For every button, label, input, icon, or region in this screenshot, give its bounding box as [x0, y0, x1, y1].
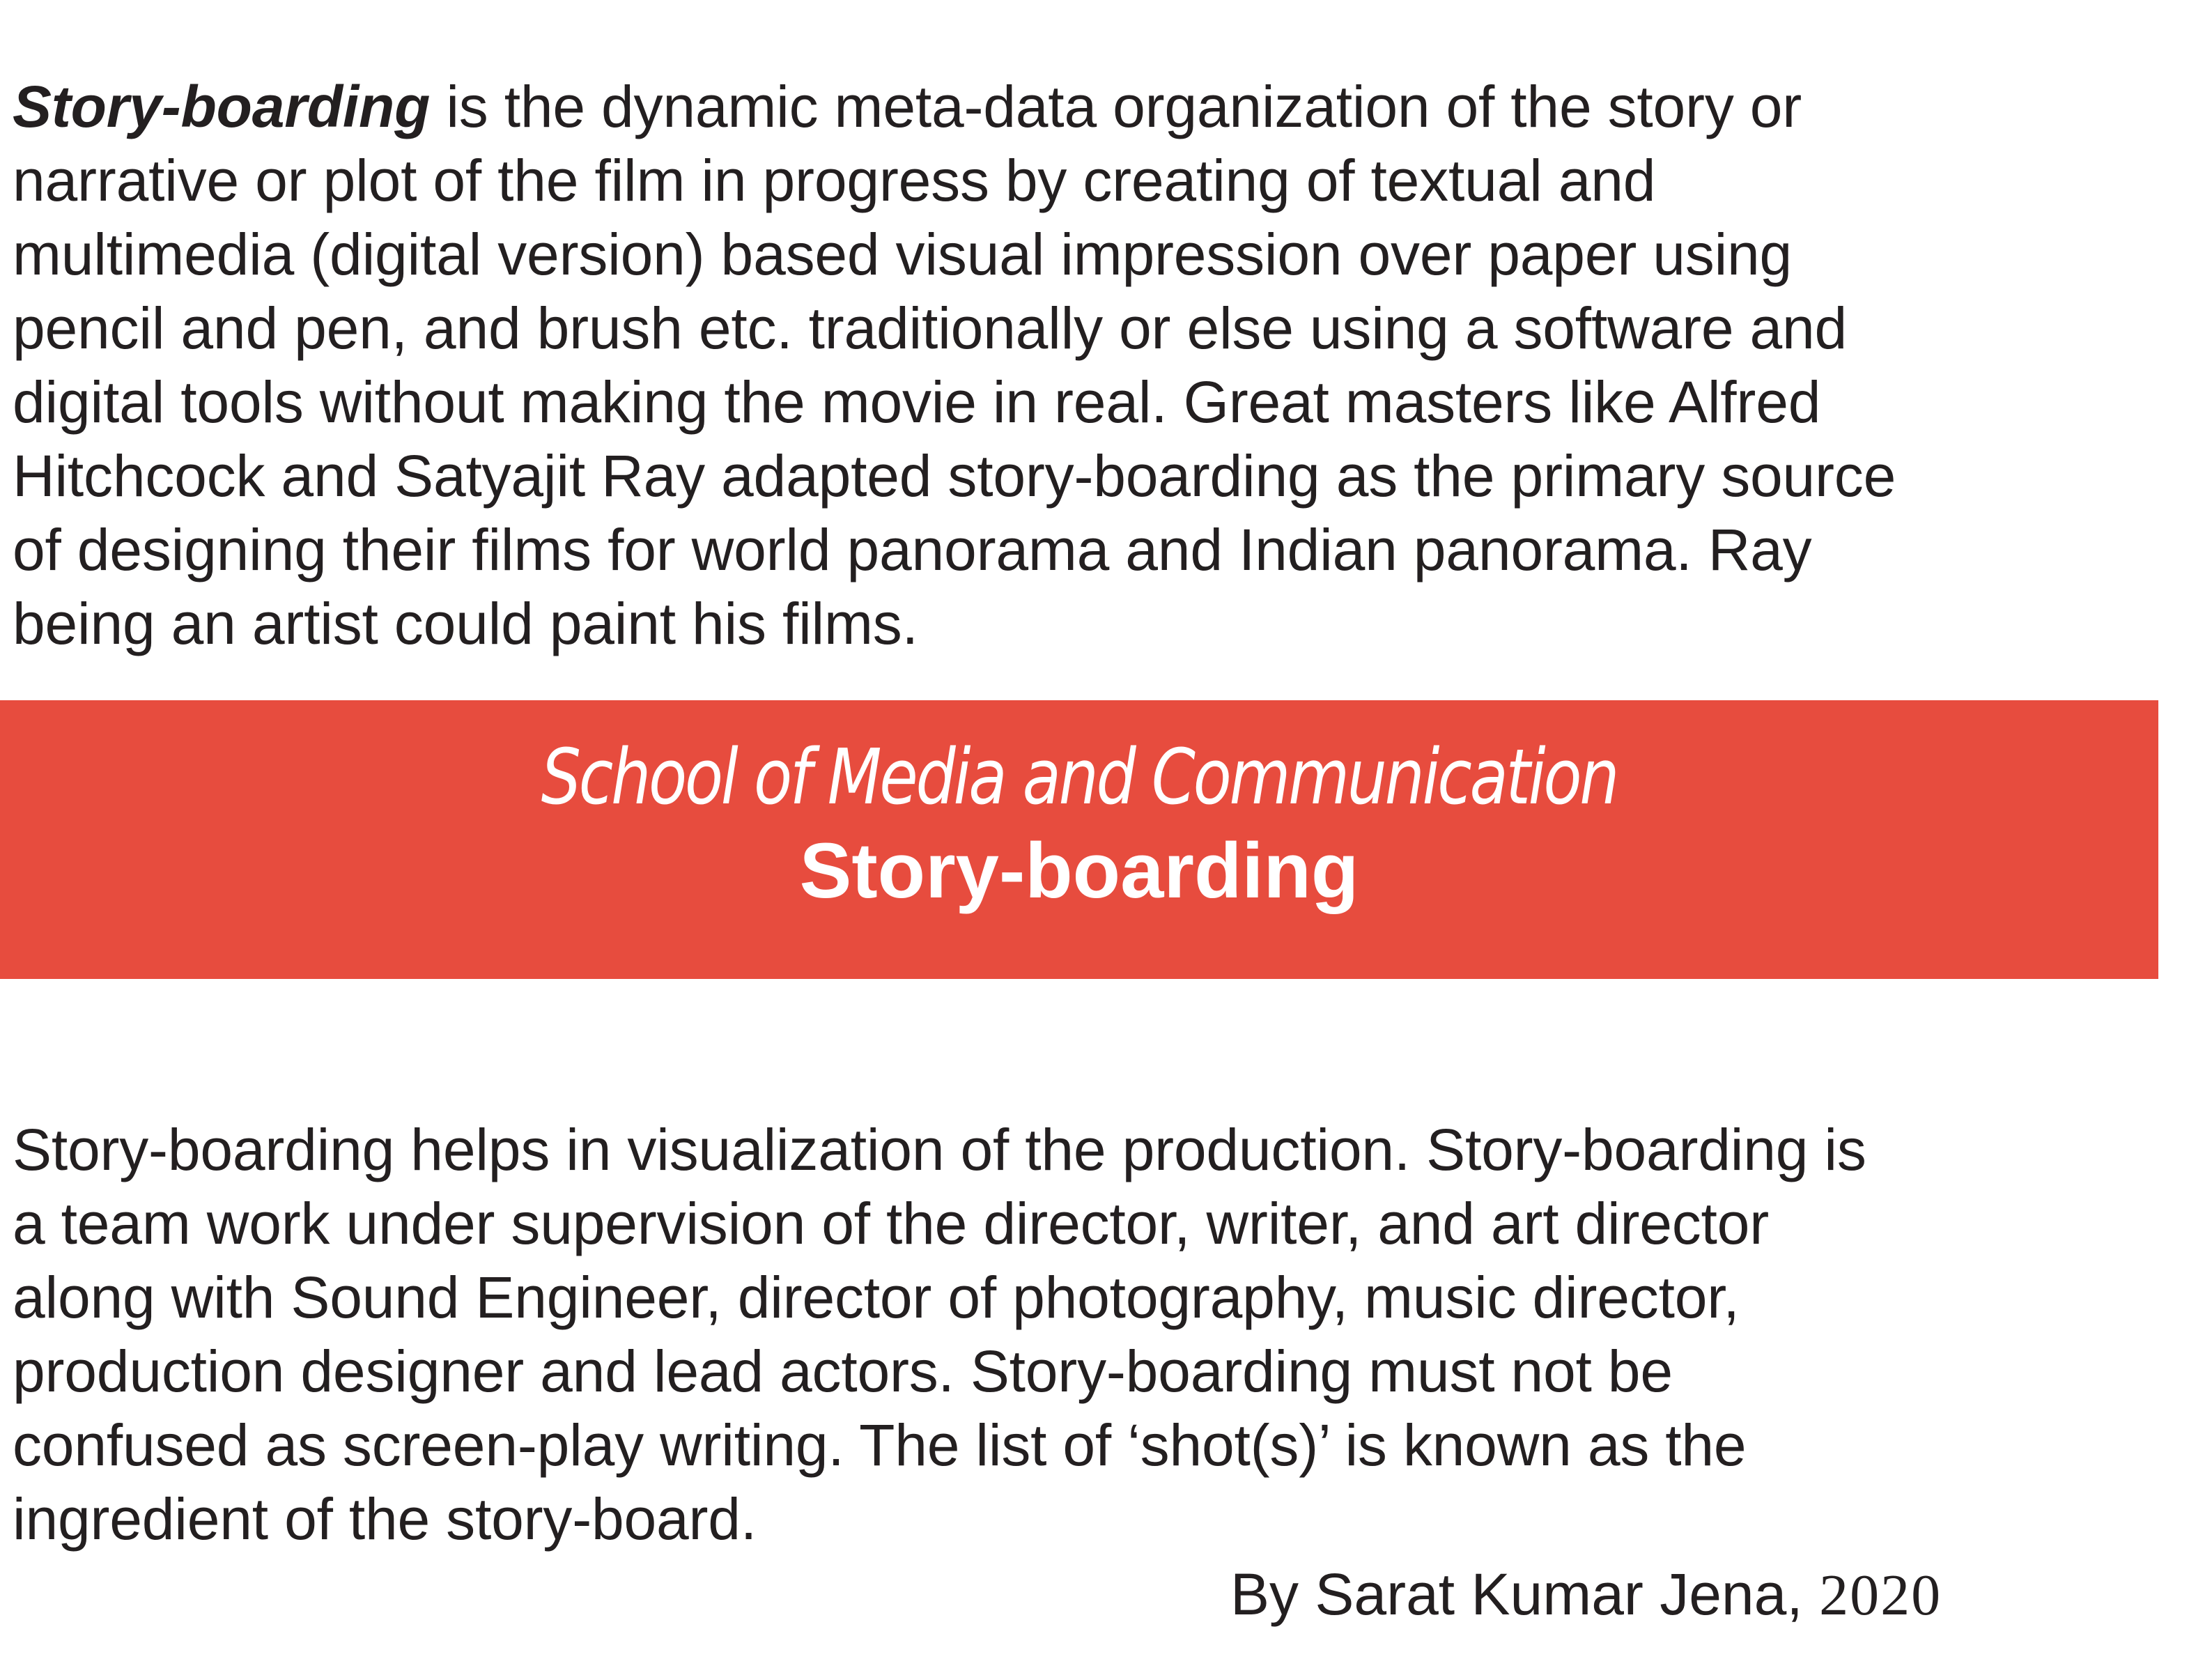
body-line-1: Story-boarding helps in visualization of the production. Story-boarding is — [13, 1117, 1866, 1182]
byline-author: By Sarat Kumar Jena, — [1230, 1561, 1803, 1627]
body-paragraph — [13, 1113, 2103, 1556]
body-line-3: along with Sound Engineer, director of photography, music director, — [13, 1265, 1740, 1330]
byline-year: 2020 — [1819, 1563, 1942, 1628]
intro-line-7: of designing their films for world panorama and Indian panorama. Ray — [13, 517, 1812, 582]
intro-line-8: being an artist could paint his films. — [13, 591, 918, 656]
body-line-2: a team work under supervision of the director, writer, and art director — [13, 1191, 1769, 1256]
intro-paragraph — [13, 70, 2103, 661]
body-line-6: ingredient of the story-board. — [13, 1486, 757, 1552]
intro-line-2: narrative or plot of the film in progress by creating of textual and — [13, 148, 1656, 213]
intro-line-4: pencil and pen, and brush etc. traditionally or else using a software and — [13, 295, 1848, 361]
intro-line-1 — [13, 70, 2103, 144]
school-name: School of Media and Communication — [541, 732, 1618, 821]
intro-line-3: multimedia (digital version) based visual impression over paper using — [13, 222, 1793, 287]
body-line-5: confused as screen-play writing. The list of ‘shot(s)’ is known as the — [13, 1412, 1747, 1478]
byline — [1230, 1557, 1942, 1633]
intro-line-5: digital tools without making the movie in real. Great masters like Alfred — [13, 369, 1821, 435]
title-banner — [0, 700, 2158, 979]
intro-line-6: Hitchcock and Satyajit Ray adapted story-boarding as the primary source — [13, 443, 1896, 509]
intro-lead-term: Story-boarding — [13, 74, 431, 139]
body-line-4: production designer and lead actors. Story-boarding must not be — [13, 1338, 1673, 1404]
banner-title: Story-boarding — [799, 827, 1359, 914]
intro-line-1-rest: is the dynamic meta-data organization of the story or — [430, 74, 1802, 139]
